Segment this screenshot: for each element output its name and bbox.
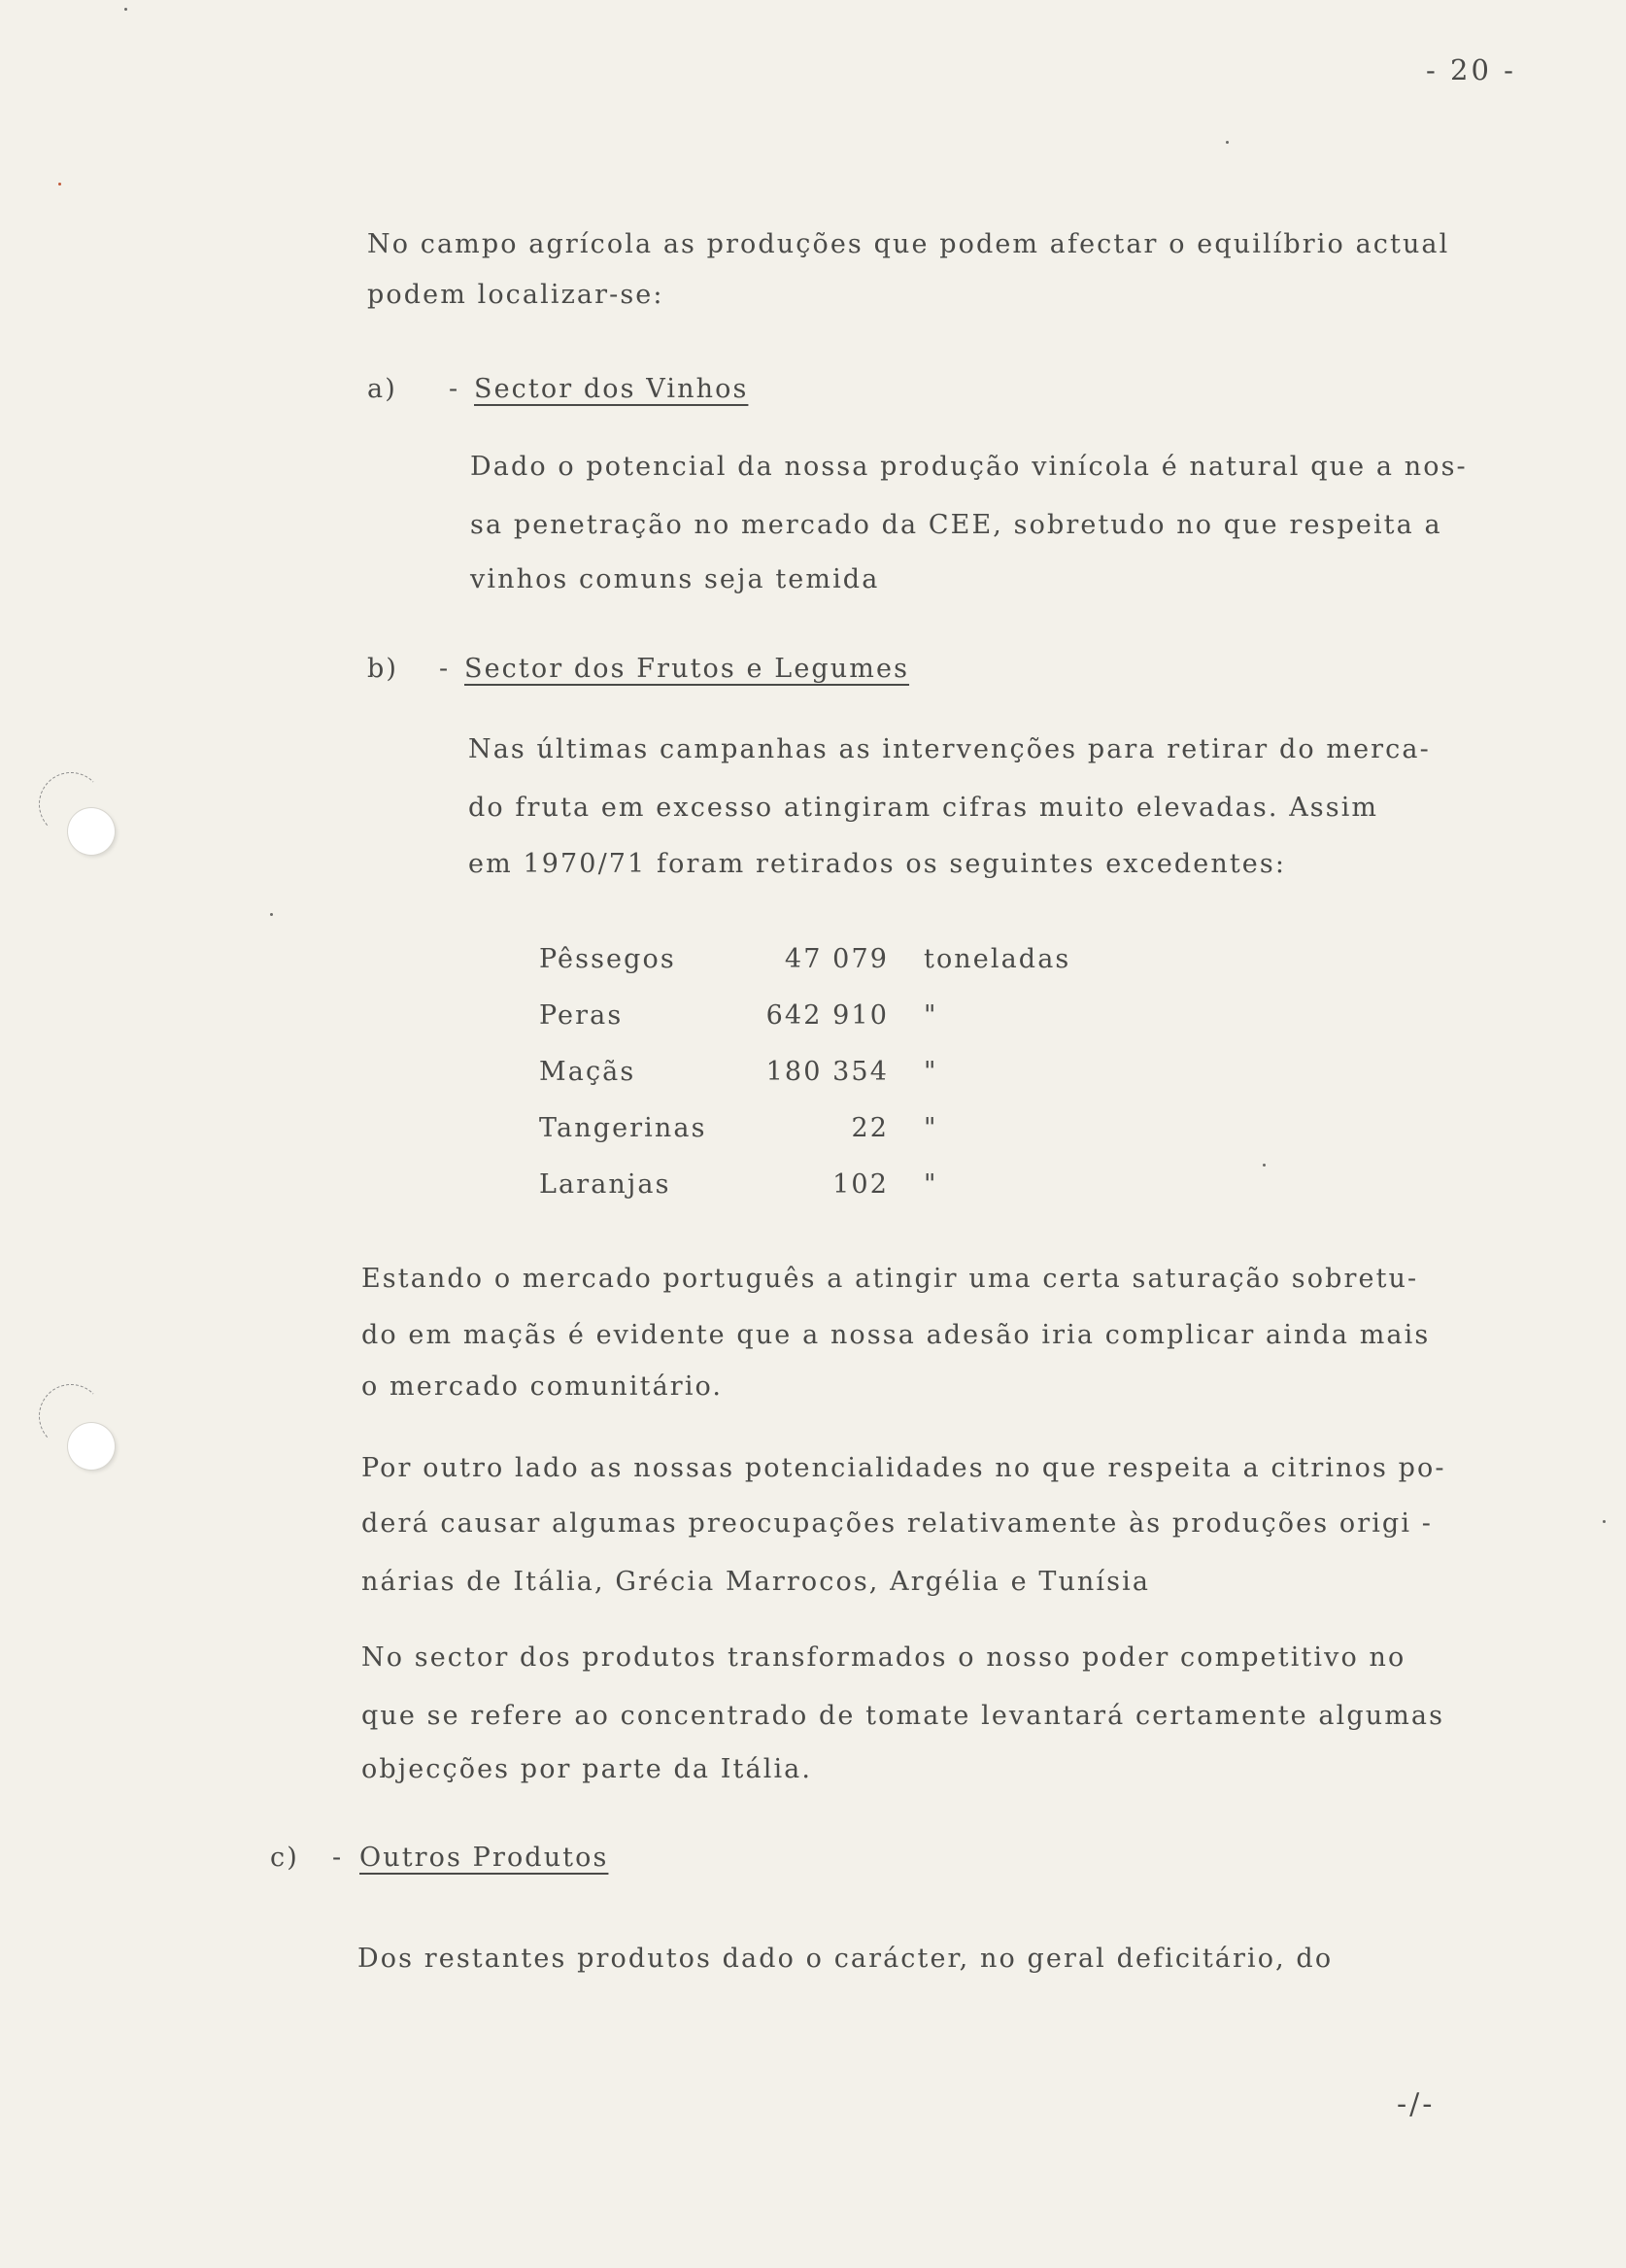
section-b-dash: - — [439, 654, 451, 684]
table-row — [539, 1100, 1070, 1156]
section-b-line-3: em 1970/71 foram retirados os seguintes excedentes: — [468, 849, 1287, 879]
section-b-letter: b) — [367, 654, 399, 684]
product-name: Peras — [539, 999, 624, 1031]
surplus-table — [539, 931, 1070, 1212]
intro-line-2: podem localizar-se: — [367, 280, 664, 310]
section-a-title: Sector dos Vinhos — [474, 374, 749, 404]
section-a-letter: a) — [367, 374, 397, 404]
para-3-line-3: objecções por parte da Itália. — [361, 1754, 813, 1784]
section-b-line-2: do fruta em excesso atingiram cifras muito elevadas. Assim — [468, 793, 1379, 823]
para-2-line-3: nárias de Itália, Grécia Marrocos, Argélia e Tunísia — [361, 1567, 1151, 1597]
scan-speck — [124, 8, 127, 11]
para-3-line-2: que se refere ao concentrado de tomate levantará certamente algumas — [361, 1701, 1445, 1731]
para-3-line-1: No sector dos produtos transformados o nosso poder competitivo no — [361, 1642, 1406, 1673]
section-b-title: Sector dos Frutos e Legumes — [464, 654, 910, 684]
product-quantity: 180 354 — [765, 1056, 889, 1087]
binder-hole-top — [68, 808, 115, 855]
intro-line-1: No campo agrícola as produções que podem afectar o equilíbrio actual — [367, 229, 1450, 259]
product-unit: " — [924, 1168, 938, 1200]
section-c-dash: - — [332, 1843, 344, 1873]
para-2-line-2: derá causar algumas preocupações relativamente às produções origi - — [361, 1508, 1433, 1539]
product-name: Laranjas — [539, 1168, 671, 1200]
product-unit: " — [924, 1112, 938, 1143]
product-unit: " — [924, 999, 938, 1031]
product-name: Pêssegos — [539, 943, 676, 974]
table-row — [539, 987, 1070, 1043]
scan-speck — [1226, 141, 1229, 144]
section-c-line-1: Dos restantes produtos dado o carácter, no geral deficitário, do — [357, 1944, 1334, 1974]
para-1-line-3: o mercado comunitário. — [361, 1371, 724, 1402]
page-number: - 20 - — [1426, 53, 1516, 86]
section-b-line-1: Nas últimas campanhas as intervenções para retirar do merca- — [468, 734, 1431, 764]
table-row — [539, 1156, 1070, 1212]
product-quantity: 642 910 — [765, 999, 889, 1031]
product-quantity: 22 — [851, 1112, 889, 1143]
scan-speck — [270, 913, 273, 916]
product-name: Tangerinas — [539, 1112, 707, 1143]
binder-hole-bottom — [68, 1423, 115, 1470]
section-a-line-1: Dado o potencial da nossa produção vinícola é natural que a nos- — [470, 452, 1468, 482]
product-name: Maçãs — [539, 1056, 636, 1087]
product-unit: " — [924, 1056, 938, 1087]
continuation-mark: -/- — [1397, 2087, 1436, 2121]
para-1-line-1: Estando o mercado português a atingir uma certa saturação sobretu- — [361, 1264, 1419, 1294]
scan-speck — [58, 183, 61, 186]
section-a-dash: - — [449, 374, 460, 404]
table-row — [539, 931, 1070, 987]
section-a-line-2: sa penetração no mercado da CEE, sobretudo no que respeita a — [470, 510, 1442, 540]
para-2-line-1: Por outro lado as nossas potencialidades no que respeita a citrinos po- — [361, 1453, 1446, 1483]
scan-speck — [1603, 1520, 1606, 1523]
product-quantity: 102 — [832, 1168, 889, 1200]
table-row — [539, 1043, 1070, 1100]
product-quantity: 47 079 — [784, 943, 889, 974]
para-1-line-2: do em maçãs é evidente que a nossa adesão iria complicar ainda mais — [361, 1320, 1431, 1350]
section-c-title: Outros Produtos — [359, 1843, 609, 1873]
section-a-line-3: vinhos comuns seja temida — [470, 564, 880, 594]
product-unit: toneladas — [924, 943, 1071, 974]
scan-speck — [1263, 1164, 1266, 1167]
section-c-letter: c) — [270, 1843, 299, 1873]
